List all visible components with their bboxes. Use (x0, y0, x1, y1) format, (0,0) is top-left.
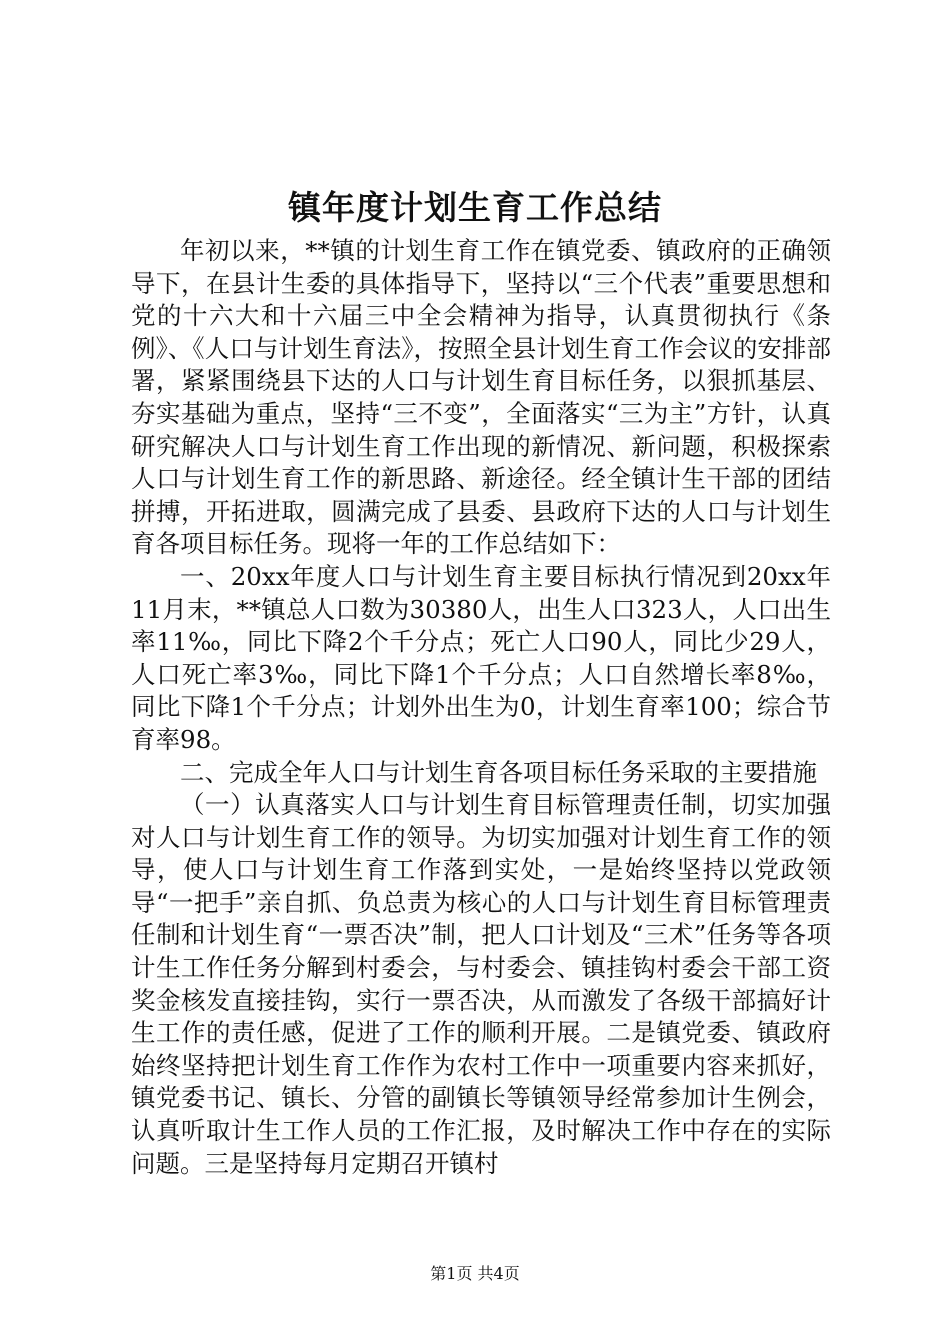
document-body (131, 235, 831, 1180)
document-title: 镇年度计划生育工作总结 (288, 188, 662, 227)
page-footer: 第1页 共4页 (430, 1264, 520, 1283)
paragraph-section-2-heading: 二、完成全年人口与计划生育各项目标任务采取的主要措施 (180, 757, 817, 787)
paragraph-intro: 年初以来，**镇的计划生育工作在镇党委、镇政府的正确领导下，在县计生委的具体指导下，坚持以“三个代表”重要思想和党的十六大和十六届三中全会精神为指导，认真贯彻执行《条例》、《人口与计划生育法》，按照全县计划生育工作会议的安排部署，紧紧围绕县下达的人口与计划生育目标任务，以狠抓基层、夯实基础为重点，坚持“三不变”，全面落实“三为主”方针，认真研究解决人口与计划生育工作出现的新情况、新问题，积极探索人口与计划生育工作的新思路、新途径。经全镇计生干部的团结拼搏，开拓进取，圆满完成了县委、县政府下达的人口与计划生育各项目标任务。现将一年的工作总结如下： (131, 236, 831, 559)
paragraph-subsection-1: （一）认真落实人口与计划生育目标管理责任制，切实加强对人口与计划生育工作的领导。为切实加强对计划生育工作的领导，使人口与计划生育工作落到实处，一是始终坚持以党政领导“一把手”亲自抓、负总责为核心的人口与计划生育目标管理责任制和计划生育“一票否决”制，把人口计划及“三术”任务等各项计生工作任务分解到村委会，与村委会、镇挂钩村委会干部工资奖金核发直接挂钩，实行一票否决，从而激发了各级干部搞好计生工作的责任感，促进了工作的顺利开展。二是镇党委、镇政府始终坚持把计划生育工作作为农村工作中一项重要内容来抓好，镇党委书记、镇长、分管的副镇长等镇领导经常参加计生例会，认真听取计生工作人员的工作汇报，及时解决工作中存在的实际问题。三是坚持每月定期召开镇村 (131, 790, 831, 1178)
paragraph-section-1: 一、20xx年度人口与计划生育主要目标执行情况到20xx年11月末，**镇总人口数为30380人，出生人口323人，人口出生率11‰，同比下降2个千分点；死亡人口90人，同比少29人，人口死亡率3‰，同比下降1个千分点；人口自然增长率8‰，同比下降1个千分点；计划外出生为0，计划生育率100；综合节育率98。 (131, 561, 831, 754)
